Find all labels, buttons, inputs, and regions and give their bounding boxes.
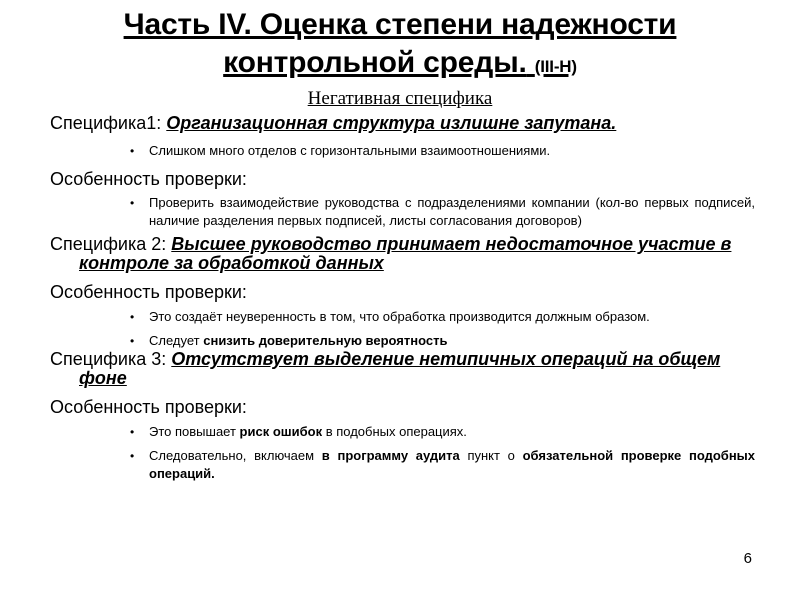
specific-2-heading <box>50 235 755 273</box>
list-item: • Слишком много отделов с горизонтальными взаимоотношениями. <box>149 142 755 160</box>
list-item: • Следовательно, включаем в программу аудита пункт о обязательной проверке подобных операций. <box>149 447 755 483</box>
page-number: 6 <box>743 550 752 567</box>
specific-2-prefix: Специфика 2: <box>50 234 172 254</box>
specific-3-text: Отсутствует выделение нетипичных операций на общем фоне <box>79 349 721 388</box>
list-item: • Следует снизить доверительную вероятность <box>149 332 755 350</box>
list-item: • Это повышает риск ошибок в подобных операциях. <box>149 423 755 441</box>
slide-title <box>60 6 740 86</box>
check-2-bullets <box>50 308 755 350</box>
list-item: • Это создаёт неуверенность в том, что обработка производится должным образом. <box>149 308 755 326</box>
check-label-3: Особенность проверки: <box>50 397 247 417</box>
specific-1-bullets <box>50 142 755 160</box>
specific-2-text: Высшее руководство принимает недостаточное участие в контроле за обработкой данных <box>79 234 732 273</box>
specific-1-prefix: Специфика1: <box>50 113 167 133</box>
check-1-bullets <box>50 194 755 230</box>
slide-title-main: Часть IV. Оценка степени надежности контрольной среды. <box>123 8 677 79</box>
specific-1-text: Организационная структура излишне запутана. <box>166 113 617 133</box>
specific-3-heading <box>50 350 755 388</box>
slide-subtitle: Негативная специфика <box>307 88 493 109</box>
slide-body <box>50 114 755 483</box>
check-label-1: Особенность проверки: <box>50 169 247 189</box>
check-label-2: Особенность проверки: <box>50 282 247 302</box>
check-3-bullets <box>50 423 755 483</box>
specific-3-prefix: Специфика 3: <box>50 349 172 369</box>
specific-1-heading <box>50 114 755 133</box>
list-item: • Проверить взаимодействие руководства с подразделениями компании (кол-во первых подписей, наличие разделения первых подписей, листы согласования договоров) <box>149 194 755 230</box>
slide-title-code: (III-H) <box>534 57 577 76</box>
